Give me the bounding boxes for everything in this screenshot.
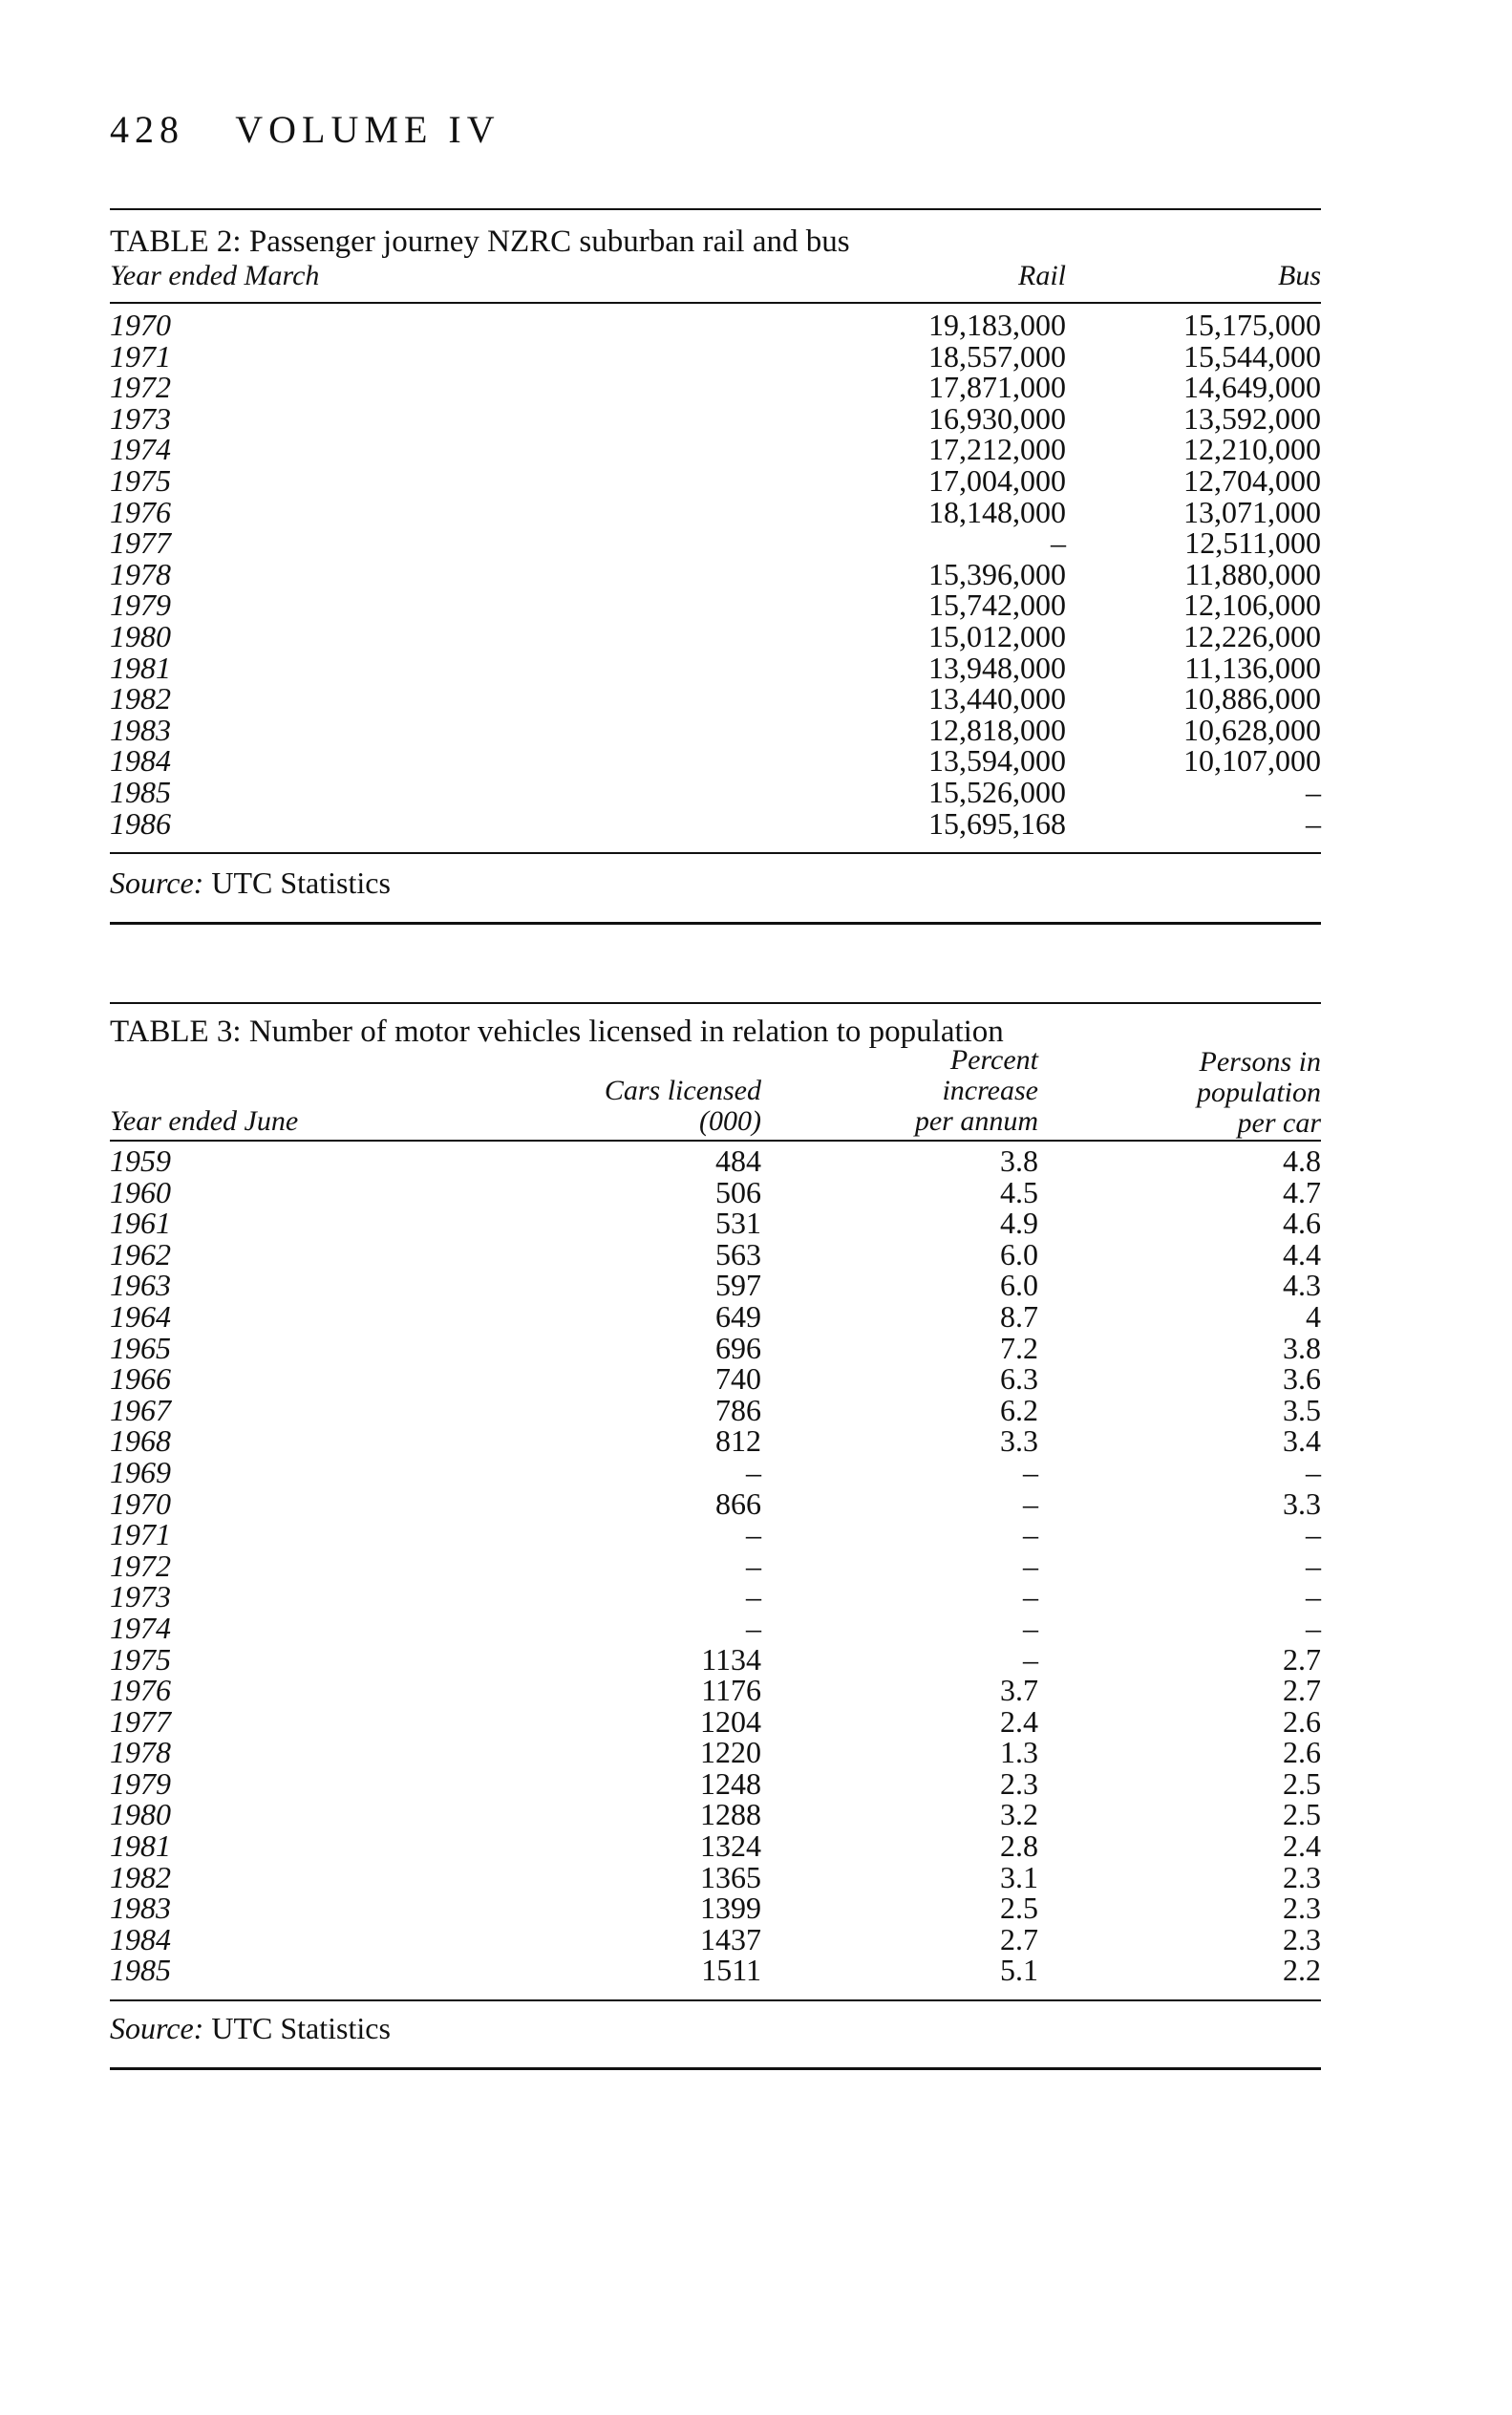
column-header-cars-line1: Cars licensed: [604, 1075, 761, 1106]
bus-cell: 15,175,000: [1183, 308, 1321, 342]
year-cell: 1986: [110, 805, 171, 841]
header-rule: [110, 1140, 1321, 1142]
table-row: [110, 1145, 1321, 1177]
column-header-year: Year ended June: [110, 1105, 299, 1137]
year-cell: 1979: [110, 1765, 171, 1801]
cars-cell: 1248: [700, 1765, 761, 1801]
pct-cell: –: [1023, 1485, 1038, 1521]
table-row: [110, 400, 1321, 436]
cars-cell: 506: [715, 1174, 761, 1209]
column-header-row: [110, 1044, 1321, 1139]
year-cell: 1969: [110, 1454, 171, 1489]
table-row: [110, 774, 1321, 809]
persons-cell: 2.3: [1283, 1859, 1321, 1894]
table-2: [110, 208, 1321, 925]
bus-cell: 10,886,000: [1183, 681, 1321, 716]
pct-cell: 3.1: [1000, 1859, 1038, 1894]
year-cell: 1985: [110, 774, 171, 809]
rail-cell: 15,396,000: [928, 556, 1066, 591]
column-header-rail: Rail: [1018, 260, 1066, 291]
year-cell: 1971: [110, 1517, 171, 1552]
cars-cell: 531: [715, 1206, 761, 1241]
year-cell: 1960: [110, 1174, 171, 1209]
table-row: [110, 1208, 1321, 1239]
table-row: [110, 1330, 1321, 1365]
year-cell: 1976: [110, 494, 171, 529]
column-header-persons-line3: per car: [1237, 1107, 1321, 1139]
table-end-rule: [110, 2067, 1321, 2070]
persons-cell: 2.3: [1283, 1891, 1321, 1926]
rail-cell: 13,594,000: [928, 743, 1066, 779]
year-cell: 1970: [110, 1485, 171, 1521]
pct-cell: 3.7: [1000, 1673, 1038, 1708]
page-number: 428: [110, 108, 184, 151]
year-cell: 1984: [110, 743, 171, 779]
persons-cell: 2.4: [1283, 1828, 1321, 1864]
table-3: [110, 1002, 1321, 2070]
table-row: [110, 805, 1321, 841]
persons-cell: 3.4: [1283, 1423, 1321, 1459]
cars-cell: 1511: [701, 1953, 761, 1988]
table-row: [110, 1485, 1321, 1521]
year-cell: 1981: [110, 650, 171, 685]
persons-cell: 2.2: [1283, 1953, 1321, 1988]
cars-cell: 1324: [700, 1828, 761, 1864]
year-cell: 1977: [110, 1703, 171, 1739]
rail-cell: 15,695,168: [928, 805, 1066, 841]
pct-cell: 3.2: [1000, 1797, 1038, 1832]
year-cell: 1968: [110, 1423, 171, 1459]
table-row: [110, 1270, 1321, 1301]
pct-cell: 4.5: [1000, 1174, 1038, 1209]
pct-cell: 6.2: [1000, 1392, 1038, 1427]
cars-cell: 1134: [701, 1641, 761, 1677]
table-top-rule: [110, 1002, 1321, 1004]
table-body: [110, 1145, 1321, 1986]
cars-cell: 1288: [700, 1797, 761, 1832]
year-cell: 1980: [110, 618, 171, 653]
table-row: [110, 1859, 1321, 1894]
pct-cell: 8.7: [1000, 1298, 1038, 1334]
year-cell: 1974: [110, 432, 171, 467]
table-row: [110, 683, 1321, 715]
bus-cell: 11,880,000: [1184, 556, 1321, 591]
persons-cell: 4.7: [1283, 1174, 1321, 1209]
cars-cell: 484: [715, 1143, 761, 1178]
cars-cell: 1220: [700, 1735, 761, 1770]
persons-cell: –: [1306, 1454, 1321, 1489]
pct-cell: 5.1: [1000, 1953, 1038, 1988]
year-cell: 1981: [110, 1828, 171, 1864]
table-source: [110, 866, 1321, 901]
rail-cell: 17,212,000: [928, 432, 1066, 467]
table-row: [110, 1765, 1321, 1801]
year-cell: 1983: [110, 1891, 171, 1926]
table-row: [110, 1363, 1321, 1395]
cars-cell: 649: [715, 1298, 761, 1334]
bus-cell: –: [1306, 805, 1321, 841]
source-text: UTC Statistics: [211, 2011, 391, 2046]
year-cell: 1963: [110, 1268, 171, 1303]
table-row: [110, 1425, 1321, 1457]
table-top-rule: [110, 208, 1321, 210]
volume-title: VOLUME IV: [235, 108, 500, 151]
table-row: [110, 1737, 1321, 1768]
year-cell: 1964: [110, 1298, 171, 1334]
column-header-persons-line2: population: [1196, 1077, 1321, 1108]
year-cell: 1975: [110, 462, 171, 498]
table-row: [110, 1892, 1321, 1924]
cars-cell: 696: [715, 1330, 761, 1365]
table-row: [110, 1550, 1321, 1582]
table-row: [110, 589, 1321, 621]
pct-cell: 2.8: [1000, 1828, 1038, 1864]
table-end-rule: [110, 922, 1321, 925]
persons-cell: 3.8: [1283, 1330, 1321, 1365]
table-row: [110, 1703, 1321, 1739]
rail-cell: 12,818,000: [928, 712, 1066, 747]
pct-cell: 4.9: [1000, 1206, 1038, 1241]
pct-cell: –: [1023, 1579, 1038, 1614]
header-rule: [110, 302, 1321, 304]
year-cell: 1978: [110, 556, 171, 591]
year-cell: 1983: [110, 712, 171, 747]
table-row: [110, 1610, 1321, 1645]
table-caption: TABLE 2: Passenger journey NZRC suburban rail and bus: [110, 224, 850, 259]
table-row: [110, 310, 1321, 341]
table-row: [110, 527, 1321, 559]
year-cell: 1976: [110, 1673, 171, 1708]
cars-cell: 786: [715, 1392, 761, 1427]
rail-cell: 18,148,000: [928, 494, 1066, 529]
page-header: [110, 107, 500, 152]
pct-cell: 2.3: [1000, 1765, 1038, 1801]
table-row: [110, 618, 1321, 653]
table-row: [110, 556, 1321, 591]
cars-cell: –: [746, 1548, 761, 1583]
column-header-pct-line1: Percent: [949, 1044, 1038, 1076]
rail-cell: 13,948,000: [928, 650, 1066, 685]
pct-cell: –: [1023, 1517, 1038, 1552]
table-row: [110, 1454, 1321, 1489]
persons-cell: 4.3: [1283, 1268, 1321, 1303]
year-cell: 1959: [110, 1143, 171, 1178]
year-cell: 1965: [110, 1330, 171, 1365]
rail-cell: 17,871,000: [928, 370, 1066, 405]
table-row: [110, 1799, 1321, 1830]
table-row: [110, 1519, 1321, 1550]
rail-cell: 16,930,000: [928, 400, 1066, 436]
table-row: [110, 494, 1321, 529]
table-row: [110, 745, 1321, 777]
persons-cell: –: [1306, 1610, 1321, 1645]
bus-cell: 12,226,000: [1183, 618, 1321, 653]
pct-cell: 6.0: [1000, 1268, 1038, 1303]
table-row: [110, 338, 1321, 374]
cars-cell: 563: [715, 1236, 761, 1272]
table-row: [110, 1830, 1321, 1862]
year-cell: 1982: [110, 681, 171, 716]
cars-cell: 866: [715, 1485, 761, 1521]
persons-cell: 2.3: [1283, 1921, 1321, 1956]
year-cell: 1977: [110, 525, 171, 561]
table-row: [110, 1921, 1321, 1956]
rail-cell: 15,012,000: [928, 618, 1066, 653]
cars-cell: 1399: [700, 1891, 761, 1926]
persons-cell: –: [1306, 1548, 1321, 1583]
bus-cell: 14,649,000: [1183, 370, 1321, 405]
table-source: [110, 2011, 1321, 2046]
pct-cell: 2.5: [1000, 1891, 1038, 1926]
pct-cell: –: [1023, 1610, 1038, 1645]
year-cell: 1970: [110, 308, 171, 342]
persons-cell: 4.4: [1283, 1236, 1321, 1272]
bus-cell: 13,071,000: [1183, 494, 1321, 529]
table-row: [110, 372, 1321, 403]
pct-cell: 1.3: [1000, 1735, 1038, 1770]
table-bottom-rule: [110, 852, 1321, 854]
year-cell: 1967: [110, 1392, 171, 1427]
persons-cell: 2.7: [1283, 1673, 1321, 1708]
persons-cell: 2.5: [1283, 1765, 1321, 1801]
year-cell: 1978: [110, 1735, 171, 1770]
column-header-pct-line2: increase: [942, 1075, 1038, 1106]
year-cell: 1962: [110, 1236, 171, 1272]
table-caption: TABLE 3: Number of motor vehicles licensed in relation to population: [110, 1015, 1004, 1049]
rail-cell: 19,183,000: [928, 308, 1066, 342]
year-cell: 1972: [110, 370, 171, 405]
persons-cell: 2.6: [1283, 1703, 1321, 1739]
persons-cell: 2.6: [1283, 1735, 1321, 1770]
persons-cell: –: [1306, 1517, 1321, 1552]
cars-cell: 1176: [701, 1673, 761, 1708]
year-cell: 1972: [110, 1548, 171, 1583]
table-row: [110, 1955, 1321, 1986]
rail-cell: 18,557,000: [928, 338, 1066, 374]
source-label: Source:: [110, 2011, 204, 2046]
year-cell: 1961: [110, 1206, 171, 1241]
year-cell: 1984: [110, 1921, 171, 1956]
persons-cell: 4.8: [1283, 1143, 1321, 1178]
year-cell: 1982: [110, 1859, 171, 1894]
bus-cell: 12,106,000: [1183, 588, 1321, 623]
pct-cell: –: [1023, 1454, 1038, 1489]
pct-cell: 3.8: [1000, 1143, 1038, 1178]
source-label: Source:: [110, 866, 204, 901]
table-row: [110, 1675, 1321, 1706]
column-header-pct-line3: per annum: [914, 1105, 1038, 1137]
year-cell: 1966: [110, 1361, 171, 1397]
pct-cell: 2.7: [1000, 1921, 1038, 1956]
table-bottom-rule: [110, 1999, 1321, 2001]
column-header-row: [110, 260, 1321, 298]
year-cell: 1971: [110, 338, 171, 374]
bus-cell: –: [1306, 774, 1321, 809]
persons-cell: 2.7: [1283, 1641, 1321, 1677]
bus-cell: 10,628,000: [1183, 712, 1321, 747]
table-row: [110, 712, 1321, 747]
column-header-persons-line1: Persons in: [1199, 1046, 1321, 1078]
rail-cell: –: [1051, 525, 1066, 561]
cars-cell: –: [746, 1454, 761, 1489]
cars-cell: 1365: [700, 1859, 761, 1894]
bus-cell: 12,704,000: [1183, 462, 1321, 498]
pct-cell: –: [1023, 1641, 1038, 1677]
table-row: [110, 1641, 1321, 1677]
rail-cell: 15,742,000: [928, 588, 1066, 623]
table-row: [110, 1236, 1321, 1272]
year-cell: 1985: [110, 1953, 171, 1988]
bus-cell: 15,544,000: [1183, 338, 1321, 374]
year-cell: 1975: [110, 1641, 171, 1677]
rail-cell: 17,004,000: [928, 462, 1066, 498]
cars-cell: 812: [715, 1423, 761, 1459]
persons-cell: 3.5: [1283, 1392, 1321, 1427]
bus-cell: 12,210,000: [1183, 432, 1321, 467]
table-row: [110, 1174, 1321, 1209]
year-cell: 1973: [110, 1579, 171, 1614]
persons-cell: 4: [1306, 1298, 1321, 1334]
column-header-bus: Bus: [1278, 260, 1321, 291]
year-cell: 1979: [110, 588, 171, 623]
column-header-cars-line2: (000): [699, 1105, 761, 1137]
table-row: [110, 1298, 1321, 1334]
table-row: [110, 462, 1321, 498]
pct-cell: 6.3: [1000, 1361, 1038, 1397]
bus-cell: 12,511,000: [1184, 525, 1321, 561]
persons-cell: –: [1306, 1579, 1321, 1614]
persons-cell: 2.5: [1283, 1797, 1321, 1832]
pct-cell: –: [1023, 1548, 1038, 1583]
persons-cell: 4.6: [1283, 1206, 1321, 1241]
cars-cell: 597: [715, 1268, 761, 1303]
year-cell: 1980: [110, 1797, 171, 1832]
table-row: [110, 434, 1321, 465]
pct-cell: 7.2: [1000, 1330, 1038, 1365]
cars-cell: –: [746, 1610, 761, 1645]
cars-cell: –: [746, 1579, 761, 1614]
rail-cell: 15,526,000: [928, 774, 1066, 809]
pct-cell: 3.3: [1000, 1423, 1038, 1459]
table-row: [110, 1392, 1321, 1427]
bus-cell: 10,107,000: [1183, 743, 1321, 779]
persons-cell: 3.6: [1283, 1361, 1321, 1397]
table-row: [110, 652, 1321, 684]
bus-cell: 13,592,000: [1183, 400, 1321, 436]
source-text: UTC Statistics: [211, 866, 391, 901]
bus-cell: 11,136,000: [1184, 650, 1321, 685]
table-row: [110, 1581, 1321, 1613]
year-cell: 1974: [110, 1610, 171, 1645]
pct-cell: 2.4: [1000, 1703, 1038, 1739]
year-cell: 1973: [110, 400, 171, 436]
pct-cell: 6.0: [1000, 1236, 1038, 1272]
table-body: [110, 310, 1321, 839]
rail-cell: 13,440,000: [928, 681, 1066, 716]
cars-cell: 1437: [700, 1921, 761, 1956]
cars-cell: –: [746, 1517, 761, 1552]
column-header-year: Year ended March: [110, 260, 320, 291]
persons-cell: 3.3: [1283, 1485, 1321, 1521]
cars-cell: 740: [715, 1361, 761, 1397]
cars-cell: 1204: [700, 1703, 761, 1739]
